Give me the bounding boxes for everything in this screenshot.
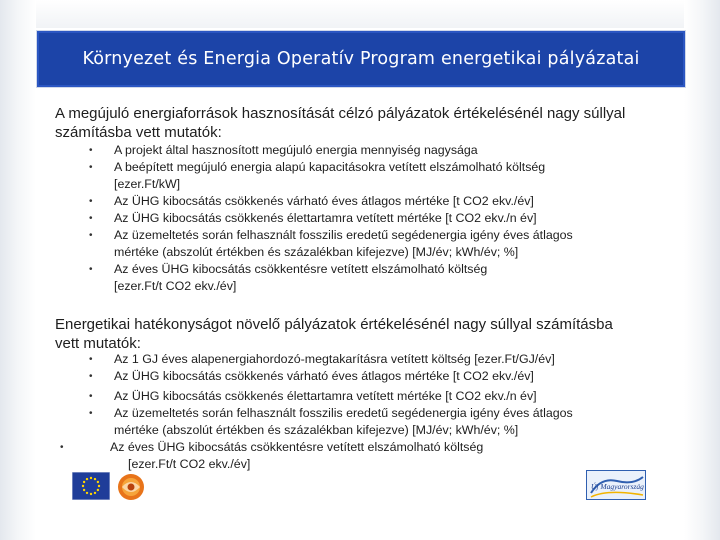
list-item-text: Az üzemeltetés során felhasznált fosszilis eredetű segédenergia igény éves átlagos: [114, 406, 573, 420]
list-item-text: Az éves ÜHG kibocsátás csökkentésre vetített elszámolható költség: [114, 262, 488, 276]
sun-emblem-core: [128, 484, 135, 491]
list-item-continuation: [0, 244, 720, 261]
list-item: [0, 159, 720, 176]
list-item-text: Az éves ÜHG kibocsátás csökkentésre vetített elszámolható költség: [110, 440, 484, 454]
list-item-continuation: [0, 278, 720, 295]
bullet-dot: •: [89, 162, 93, 173]
slide-title: Környezet és Energia Operatív Program energetikai pályázatai: [82, 49, 640, 69]
list-item: [0, 227, 720, 244]
list-item: [0, 193, 720, 210]
list-item-text: Az üzemeltetés során felhasznált fosszilis eredetű segédenergia igény éves átlagos: [114, 228, 573, 242]
bullet-dot: •: [89, 354, 93, 365]
section2-lead-line2: vett mutatók:: [55, 335, 141, 352]
list-item-text: Az 1 GJ éves alapenergiahordozó-megtakarításra vetített költség [ezer.Ft/GJ/év]: [114, 352, 555, 366]
list-item-text: A beépített megújuló energia alapú kapacitásokra vetített elszámolható költség: [114, 160, 546, 174]
list-item-text: Az ÜHG kibocsátás csökkenés várható éves átlagos mértéke [t CO2 ekv./év]: [114, 194, 534, 208]
section2-lead-line1: Energetikai hatékonyságot növelő pályázatok értékelésénél nagy súllyal számításba: [55, 316, 613, 333]
bullet-dot: •: [89, 213, 93, 224]
list-item: [0, 405, 720, 422]
list-item: [0, 388, 720, 405]
list-item-text: Az ÜHG kibocsátás csökkenés élettartamra vetített mértéke [t CO2 ekv./n év]: [114, 389, 537, 403]
bullet-dot: •: [89, 145, 93, 156]
list-item-text: A projekt által hasznosított megújuló energia mennyiség nagysága: [114, 143, 478, 157]
list-item: [0, 368, 720, 388]
list-item-text: [ezer.Ft/t CO2 ekv./év]: [128, 457, 251, 471]
list-item: [0, 142, 720, 159]
eu-flag-background: [72, 472, 110, 500]
list-item-text: [ezer.Ft/kW]: [114, 177, 181, 191]
list-item-continuation: [0, 422, 720, 439]
bullet-dot: •: [89, 230, 93, 241]
list-item: [0, 261, 720, 278]
uj-magyarorszag-text: Új Magyarország: [591, 482, 644, 491]
eu-flag-logo: [72, 472, 110, 500]
bullet-dot: •: [89, 196, 93, 207]
bullet-dot: •: [89, 408, 93, 419]
uj-magyarorszag-logo: [586, 470, 646, 500]
bullet-dot: •: [60, 442, 64, 453]
list-item: [0, 351, 720, 368]
list-item-text: [ezer.Ft/t CO2 ekv./év]: [114, 279, 237, 293]
section1-lead-line1: A megújuló energiaforrások hasznosítását célzó pályázatok értékelésénél nagy súllyal: [55, 105, 626, 122]
list-item-continuation: [0, 176, 720, 193]
list-item: [0, 210, 720, 227]
bullet-dot: •: [89, 371, 93, 382]
section2-bullet-list: [0, 351, 720, 473]
section1-bullet-list: [0, 142, 720, 295]
section1-lead-line2: számításba vett mutatók:: [55, 124, 222, 141]
list-item-text: mértéke (abszolút értékben és százalékban kifejezve) [MJ/év; kWh/év; %]: [114, 245, 519, 259]
list-item: [0, 439, 720, 456]
sun-emblem-logo: [116, 472, 146, 502]
list-item-text: Az ÜHG kibocsátás csökkenés várható éves átlagos mértéke [t CO2 ekv./év]: [114, 369, 534, 383]
bullet-dot: •: [89, 391, 93, 402]
list-item-text: Az ÜHG kibocsátás csökkenés élettartamra vetített mértéke [t CO2 ekv./n év]: [114, 211, 537, 225]
list-item-text: mértéke (abszolút értékben és százalékban kifejezve) [MJ/év; kWh/év; %]: [114, 423, 519, 437]
bullet-dot: •: [89, 264, 93, 275]
